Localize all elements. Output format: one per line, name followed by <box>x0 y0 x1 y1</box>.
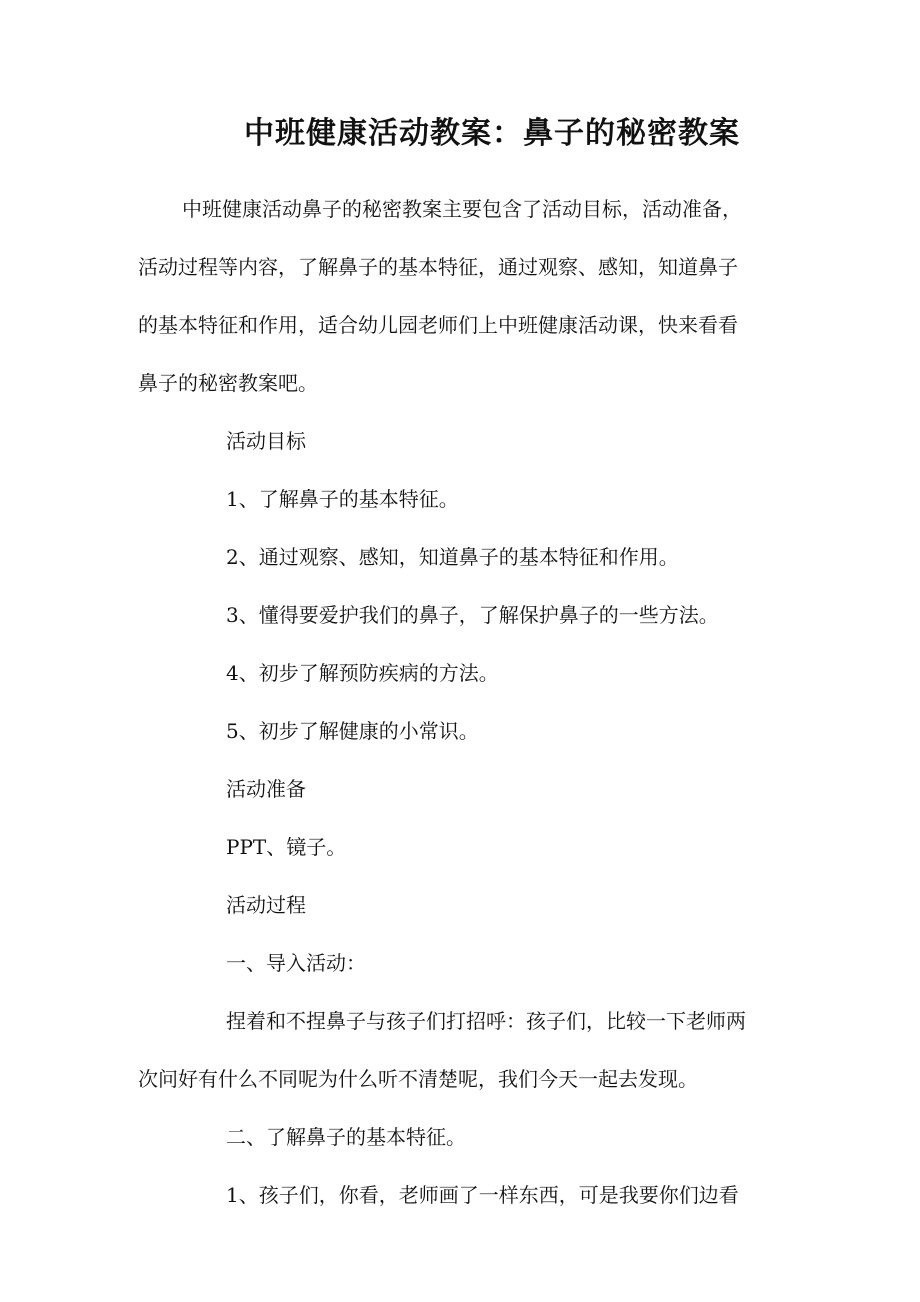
prep-heading: 活动准备 <box>226 777 306 801</box>
goal-item: 2、通过观察、感知，知道鼻子的基本特征和作用。 <box>226 545 679 569</box>
step1-text-line-2: 次问好有什么不同呢为什么听不清楚呢，我们今天一起去发现。 <box>138 1067 698 1091</box>
step1-text-line-1: 捏着和不捏鼻子与孩子们打招呼：孩子们，比较一下老师两 <box>226 1009 746 1033</box>
step1-heading: 一、导入活动： <box>226 951 366 975</box>
prep-text: PPT、镜子。 <box>226 835 347 859</box>
process-heading: 活动过程 <box>226 893 306 917</box>
intro-line-2: 活动过程等内容，了解鼻子的基本特征，通过观察、感知，知道鼻子 <box>138 255 738 279</box>
goals-heading: 活动目标 <box>226 429 306 453</box>
intro-line-1: 中班健康活动鼻子的秘密教案主要包含了活动目标，活动准备， <box>182 197 742 221</box>
document-body <box>138 180 788 1224</box>
intro-line-3: 的基本特征和作用，适合幼儿园老师们上中班健康活动课，快来看看 <box>138 313 738 337</box>
document-title: 中班健康活动教案：鼻子的秘密教案 <box>244 116 740 151</box>
step2-item-1: 1、孩子们，你看，老师画了一样东西，可是我要你们边看 <box>226 1183 739 1207</box>
goal-item: 1、了解鼻子的基本特征。 <box>226 487 459 511</box>
goal-item: 5、初步了解健康的小常识。 <box>226 719 479 743</box>
goal-item: 3、懂得要爱护我们的鼻子，了解保护鼻子的一些方法。 <box>226 603 719 627</box>
intro-line-4: 鼻子的秘密教案吧。 <box>138 371 318 395</box>
goal-item: 4、初步了解预防疾病的方法。 <box>226 661 499 685</box>
step2-heading: 二、了解鼻子的基本特征。 <box>226 1125 466 1149</box>
